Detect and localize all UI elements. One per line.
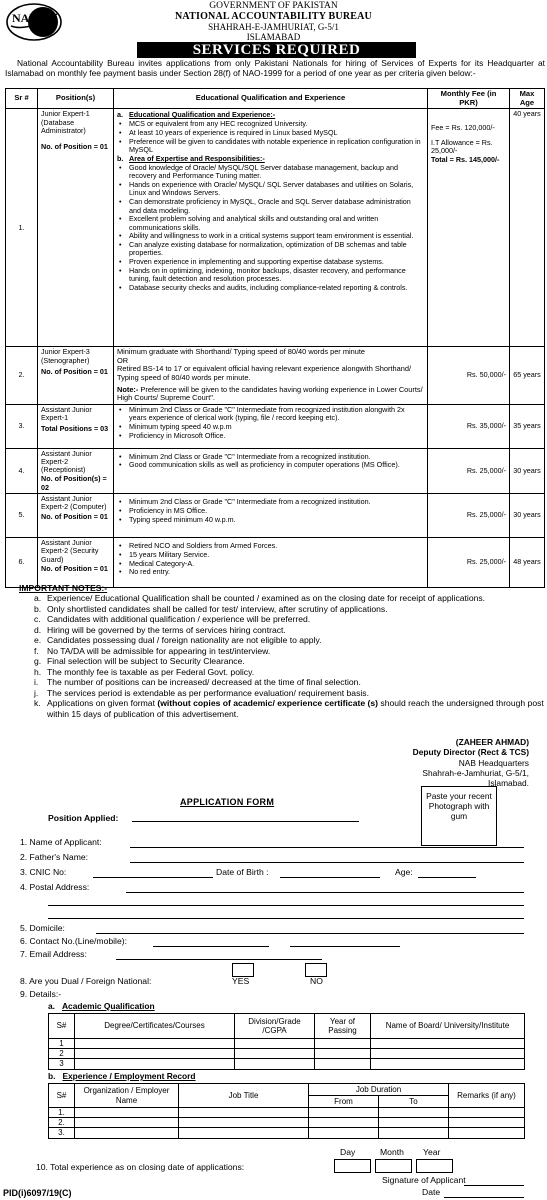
yes-label: YES <box>232 976 250 986</box>
position-title: Assistant Junior Expert-2 (Security Guard) <box>41 537 99 564</box>
list-item: • Proficiency in Microsoft Office. <box>117 432 424 440</box>
domicile-label: 5. Domicile: <box>20 923 65 933</box>
row-position <box>38 109 114 347</box>
table-row[interactable] <box>49 1128 525 1138</box>
date-label: Date <box>422 1187 441 1197</box>
row-position <box>38 404 114 448</box>
signatory-name: (ZAHEER AHMAD) <box>455 737 529 747</box>
age-label: Age: <box>395 867 413 877</box>
row-number: 1 <box>49 1039 75 1049</box>
header-fee: Monthly Fee (in PKR) <box>428 89 510 109</box>
qualification-list <box>117 453 424 470</box>
qualification-list <box>117 542 424 577</box>
qualification-note: Note:- Preference will be given to the candidates having working experience in Lower Courts/ High Courts/ Supreme Court". <box>117 384 423 403</box>
row-position <box>38 448 114 493</box>
position-count: No. of Position = 01 <box>41 511 108 521</box>
fee-total: Total = Rs. 145,000/- <box>431 155 500 165</box>
qualification-or: OR <box>117 355 129 365</box>
row-age: 65 years <box>510 347 545 404</box>
table-header-row <box>6 89 545 109</box>
row-fee <box>428 109 510 347</box>
list-item: j. The services period is extendable as per performance evaluation/ requirement basis. <box>34 687 369 698</box>
dob-label: Date of Birth : <box>216 867 269 877</box>
month-label: Month <box>380 1147 404 1157</box>
list-item: • Good knowledge of Oracle/ MySQL/SQL Server database management, backup and recovery and Performance Tuning matter. <box>117 164 424 181</box>
day-input[interactable] <box>334 1159 371 1173</box>
postal-address-field[interactable] <box>48 918 524 919</box>
position-title: Assistant Junior Expert-2 (Computer) <box>41 493 107 512</box>
signatory-city: Islamabad. <box>488 778 529 788</box>
row-sr: 3. <box>6 404 38 448</box>
emp-header-job: Job Title <box>179 1084 309 1108</box>
list-item: c. Candidates with additional qualification / experience will be preferred. <box>34 614 311 625</box>
table-row <box>6 109 545 347</box>
services-required-banner: SERVICES REQUIRED <box>137 42 416 58</box>
list-item: • Database security checks and audits, including compliance-related reporting & controls. <box>117 284 424 292</box>
bureau-title: NATIONAL ACCOUNTABILITY BUREAU <box>175 11 372 22</box>
list-item: • Preference will be given to candidates with notable experience in replication configuration in MySQL <box>117 138 424 155</box>
table-row[interactable] <box>49 1059 525 1069</box>
row-position <box>38 493 114 537</box>
year-input[interactable] <box>416 1159 453 1173</box>
position-count: No. of Position(s) = 02 <box>41 474 107 492</box>
row-sr: 6. <box>6 537 38 587</box>
age-field[interactable] <box>418 877 476 878</box>
name-field[interactable] <box>130 847 524 848</box>
list-item: • Medical Category-A. <box>117 560 424 568</box>
list-item: a. Experience/ Educational Qualification shall be counted / examined as on the closing date for receipt of applications. <box>34 593 486 604</box>
row-qualification <box>114 404 428 448</box>
row-fee: Rs. 25,000/- <box>428 493 510 537</box>
date-field[interactable] <box>444 1197 524 1198</box>
notes-list <box>5 593 545 719</box>
acad-header-year: Year of Passing <box>315 1014 371 1039</box>
table-row[interactable] <box>49 1118 525 1128</box>
list-item: b. Only shortlisted candidates shall be called for test/ interview, after scrutiny of applications. <box>34 603 388 614</box>
header-qualification: Educational Qualification and Experience <box>114 89 428 109</box>
no-checkbox[interactable] <box>305 963 327 977</box>
government-title: GOVERNMENT OF PAKISTAN <box>209 1 338 11</box>
month-input[interactable] <box>375 1159 412 1173</box>
list-item: • Good communication skills as well as proficiency in computer operations (MS Office). <box>117 461 424 469</box>
list-item: • Typing speed minimum 40 w.p.m. <box>117 516 424 524</box>
bureau-address: SHAHRAH-E-JAMHURIAT, G-5/1 <box>208 22 339 32</box>
position-title: Junior Expert-3 (Stenographer) <box>41 347 90 365</box>
table-header-row <box>49 1014 525 1039</box>
row-fee: Rs. 25,000/- <box>428 448 510 493</box>
list-item: f. No TA/DA will be admissible for appearing in test/interview. <box>34 645 271 656</box>
postal-address-field[interactable] <box>48 905 524 906</box>
position-count: No. of Position = 01 <box>41 563 108 573</box>
postal-address-field[interactable] <box>126 892 524 893</box>
table-row <box>6 537 545 587</box>
list-item: • Can analyze existing database for normalization, optimization of DB schemas and table properties. <box>117 241 424 258</box>
list-item: • Can demonstrate proficiency in MySQL, Oracle and SQL Server database administration and data modeling. <box>117 198 424 215</box>
row-position <box>38 537 114 587</box>
position-title: Junior Expert-1 (Database Administrator) <box>41 109 90 135</box>
emp-header-from: From <box>309 1096 379 1108</box>
list-item: i. The number of positions can be increased/ decreased at the time of final selection. <box>34 677 361 688</box>
domicile-field[interactable] <box>96 933 524 934</box>
bureau-city: ISLAMABAD <box>246 32 301 42</box>
row-number: 3 <box>49 1059 75 1069</box>
list-item: • Minimum 2nd Class or Grade "C" Intermediate from recognized institution alongwith 2x years experience of clerical work (typing, file / record keeping etc). <box>117 406 424 423</box>
list-item: • Proficiency in MS Office. <box>117 507 424 515</box>
section-heading: b. Area of Expertise and Responsibilities:- <box>117 154 265 164</box>
row-qualification <box>114 493 428 537</box>
list-item: • Ability and willingness to work in a critical systems support team environment is essential. <box>117 232 424 240</box>
row-fee: Rs. 25,000/- <box>428 537 510 587</box>
list-item: • At least 10 years of experience is required in Linux based MySQL <box>117 129 424 137</box>
emp-header-duration: Job Duration <box>309 1084 449 1096</box>
emp-header-remarks: Remarks (if any) <box>449 1084 525 1108</box>
row-age: 35 years <box>510 404 545 448</box>
emp-header-org: Organization / Employer Name <box>75 1084 179 1108</box>
contact-label: 6. Contact No.(Line/mobile): <box>20 936 127 946</box>
table-row <box>6 493 545 537</box>
qualification-list <box>117 498 424 524</box>
row-qualification <box>114 448 428 493</box>
list-item: • Retired NCO and Soldiers from Armed Forces. <box>117 542 424 550</box>
cnic-label: 3. CNIC No: <box>20 867 67 877</box>
cnic-field[interactable] <box>93 877 213 878</box>
signature-field[interactable] <box>464 1185 524 1186</box>
list-item: • Hands on in optimizing, indexing, monitor backups, disaster recovery, and performance tuning, fault detection and resolution processes. <box>117 267 424 284</box>
academic-qualification-heading: a. Academic Qualification <box>48 1001 155 1011</box>
details-label: 9. Details:- <box>20 989 62 999</box>
acad-header-degree: Degree/Certificates/Courses <box>75 1014 235 1039</box>
table-row[interactable] <box>49 1039 525 1049</box>
row-number: 2 <box>49 1049 75 1059</box>
position-count: No. of Position = 01 <box>41 367 108 376</box>
row-age: 48 years <box>510 537 545 587</box>
position-count: No. of Position = 01 <box>41 142 108 152</box>
list-item: • Minimum typing speed 40 w.p.m <box>117 423 424 431</box>
dual-national-label: 8. Are you Dual / Foreign National: <box>20 976 152 986</box>
qualification-list <box>117 406 424 440</box>
yes-checkbox[interactable] <box>232 963 254 977</box>
list-item: • Minimum 2nd Class or Grade "C" Intermediate from a recognized institution. <box>117 498 424 506</box>
signature-block <box>359 737 529 788</box>
positions-table <box>5 88 545 588</box>
list-item: • Hands on experience with Oracle/ MySQL/ SQL Server databases and utilities on Solaris, Linux and Windows Servers. <box>117 181 424 198</box>
table-header-row <box>49 1084 525 1096</box>
list-item: • Minimum 2nd Class or Grade "C" Intermediate from a recognized institution. <box>117 453 424 461</box>
qualification-list <box>117 120 424 154</box>
signatory-designation: Deputy Director (Rect & TCS) <box>412 747 529 758</box>
fee-line: Fee = Rs. 120,000/- <box>431 123 495 133</box>
header-sr: Sr # <box>6 89 38 109</box>
academic-qualification-table <box>48 1013 525 1070</box>
emp-header-to: To <box>379 1096 449 1108</box>
list-item: d. Hiring will be governed by the terms of services hiring contract. <box>34 624 286 635</box>
emp-header-sn: S# <box>49 1084 75 1108</box>
row-number: 1. <box>49 1108 75 1118</box>
row-sr: 4. <box>6 448 38 493</box>
acad-header-board: Name of Board/ University/Institute <box>371 1014 525 1039</box>
list-item: • 15 years Military Service. <box>117 551 424 559</box>
row-qualification <box>114 537 428 587</box>
section-heading: a. Educational Qualification and Experience:- <box>117 110 276 120</box>
list-item: • MCS or equivalent from any HEC recognized University. <box>117 120 424 128</box>
contact-field[interactable] <box>153 946 269 947</box>
day-label: Day <box>340 1147 356 1157</box>
contact-field-2[interactable] <box>290 946 400 947</box>
dob-field[interactable] <box>280 877 380 878</box>
row-fee: Rs. 35,000/- <box>428 404 510 448</box>
row-sr: 5. <box>6 493 38 537</box>
position-count: Total Positions = 03 <box>41 424 109 434</box>
table-row <box>6 448 545 493</box>
logo-text: NAB <box>12 11 38 25</box>
employment-record-heading: b. Experience / Employment Record <box>48 1071 196 1081</box>
list-item: • No red entry. <box>117 568 424 576</box>
row-age: 40 years <box>510 109 545 347</box>
acad-header-sn: S# <box>49 1014 75 1039</box>
notes-title: IMPORTANT NOTES:- <box>19 583 108 593</box>
header-age: Max Age <box>510 89 545 109</box>
table-row[interactable] <box>49 1049 525 1059</box>
list-item: • Proven experience in implementing and supporting expertise database systems. <box>117 258 424 266</box>
signatory-address: Shahrah-e-Jamhuriat, G-5/1, <box>422 767 529 778</box>
list-item: • Excellent problem solving and analytical skills and outstanding oral and written communications skills. <box>117 215 424 232</box>
row-sr: 1. <box>6 109 38 347</box>
important-notes <box>5 583 545 719</box>
row-sr: 2. <box>6 347 38 404</box>
table-row[interactable] <box>49 1108 525 1118</box>
qualification-text: Retired BS-14 to 17 or equivalent official having relevant experience alongwith Shorthand/ Typing speed of 80/40 words per minute. <box>117 364 412 382</box>
row-age: 30 years <box>510 493 545 537</box>
list-item: h. The monthly fee is taxable as per Federal Govt. policy. <box>34 666 255 677</box>
table-row <box>6 347 545 404</box>
row-number: 3. <box>49 1128 75 1138</box>
row-age: 30 years <box>510 448 545 493</box>
employment-record-table <box>48 1083 525 1139</box>
qualification-text: Minimum graduate with Shorthand/ Typing speed of 80/40 words per minute <box>117 347 366 357</box>
row-number: 2. <box>49 1118 75 1128</box>
row-position <box>38 347 114 404</box>
header-position: Position(s) <box>38 89 114 109</box>
application-form-title: APPLICATION FORM <box>180 797 275 807</box>
year-label: Year <box>423 1147 441 1157</box>
father-name-field[interactable] <box>130 862 524 863</box>
no-label: NO <box>310 976 323 986</box>
signature-label: Signature of Applicant <box>382 1175 466 1185</box>
fee-line: I.T Allowance = Rs. 25,000/- <box>431 137 493 155</box>
position-title: Assistant Junior Expert-1 <box>41 404 92 422</box>
list-item: g. Final selection will be subject to Security Clearance. <box>34 656 245 667</box>
signatory-office: NAB Headquarters <box>458 757 529 768</box>
row-qualification <box>114 347 428 404</box>
email-field[interactable] <box>116 959 322 960</box>
row-fee: Rs. 50,000/- <box>428 347 510 404</box>
table-row <box>6 404 545 448</box>
responsibility-list <box>117 164 424 292</box>
email-label: 7. Email Address: <box>20 949 87 959</box>
position-applied-label: Position Applied: <box>48 813 119 823</box>
position-applied-field[interactable] <box>132 821 359 822</box>
father-name-label: 2. Father's Name: <box>20 852 89 862</box>
position-title: Assistant Junior Expert-2 (Receptionist) <box>41 448 92 475</box>
list-item: k. Applications on given format (without copies of academic/ experience certificate (s) should reach the undersigned through post within 15 days of publication of this advertisement. <box>34 698 544 719</box>
name-label: 1. Name of Applicant: <box>20 837 102 847</box>
pid-number: PID(i)6097/19(C) <box>3 1188 72 1198</box>
acad-header-grade: Division/Grade /CGPA <box>235 1014 315 1039</box>
postal-address-label: 4. Postal Address: <box>20 882 90 892</box>
list-item: e. Candidates possessing dual / foreign nationality are not eligible to apply. <box>34 635 322 646</box>
row-qualification <box>114 109 428 347</box>
total-experience-label: 10. Total experience as on closing date of applications: <box>36 1162 245 1172</box>
photo-box: Paste your recent Photograph with gum <box>421 786 497 846</box>
intro-paragraph: National Accountability Bureau invites applications from only Pakistani Nationals for hiring of Services of Experts for its Headquarter at Islamabad on monthly fee payment basis under Section 28(f) of NAO-1999 for a period of one year as per criteria given below:- <box>5 58 545 78</box>
